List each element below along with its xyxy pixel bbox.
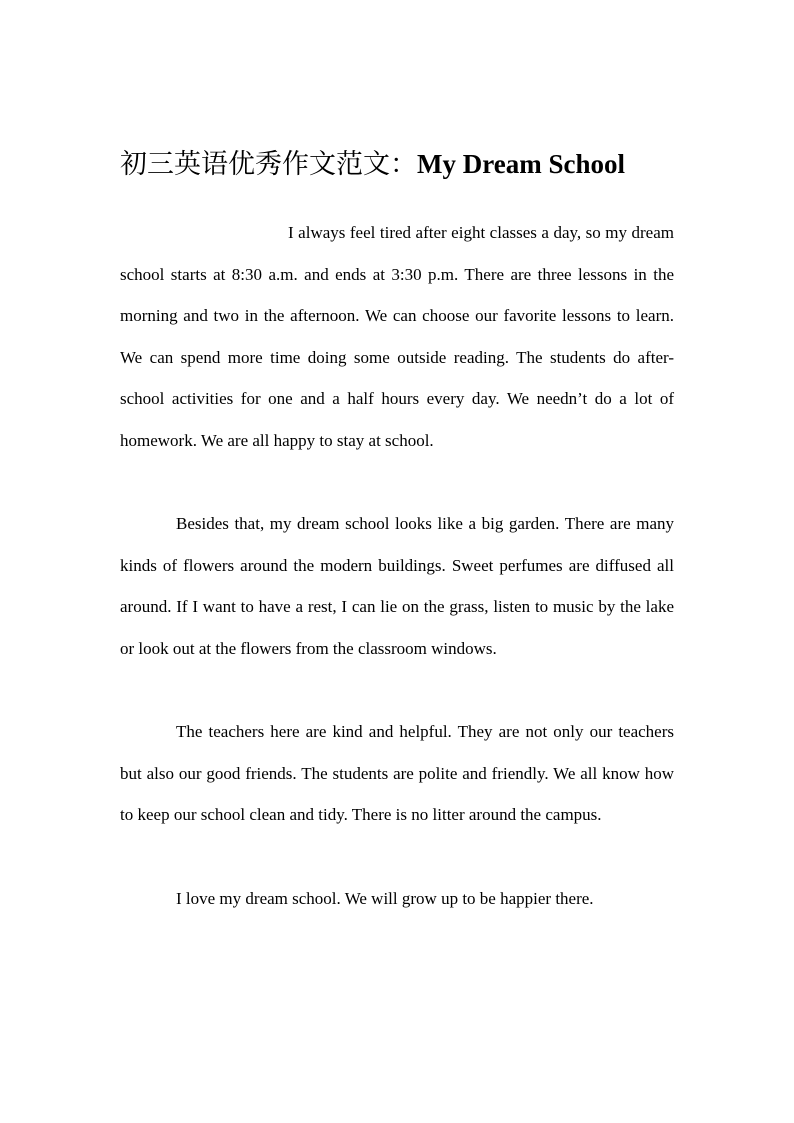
title-chinese: 初三英语优秀作文范文： xyxy=(120,149,417,180)
page-title xyxy=(120,142,680,187)
essay-body xyxy=(120,212,674,919)
paragraph-2: Besides that, my dream school looks like a big garden. There are many kinds of flowers around the modern buildings. Sweet perfumes are diffused all around. If I want to have a rest, I can lie on the grass, listen to music by the lake or look out at the flowers from the classroom windows. xyxy=(120,514,674,658)
paragraph-3: The teachers here are kind and helpful. They are not only our teachers but also our good friends. The students are polite and friendly. We all know how to keep our school clean and tidy. There is no litter around the campus. xyxy=(120,722,674,825)
title-english: My Dream School xyxy=(417,149,625,179)
paragraph-1: I always feel tired after eight classes a day, so my dream school starts at 8:30 a.m. and ends at 3:30 p.m. There are three lessons in the morning and two in the afternoon. We can choose our favorite lessons to learn. We can spend more time doing some outside reading. The students do after-school activities for one and a half hours every day. We needn’t do a lot of homework. We are all happy to stay at school. xyxy=(120,223,674,450)
paragraph-4: I love my dream school. We will grow up to be happier there. xyxy=(176,888,594,908)
